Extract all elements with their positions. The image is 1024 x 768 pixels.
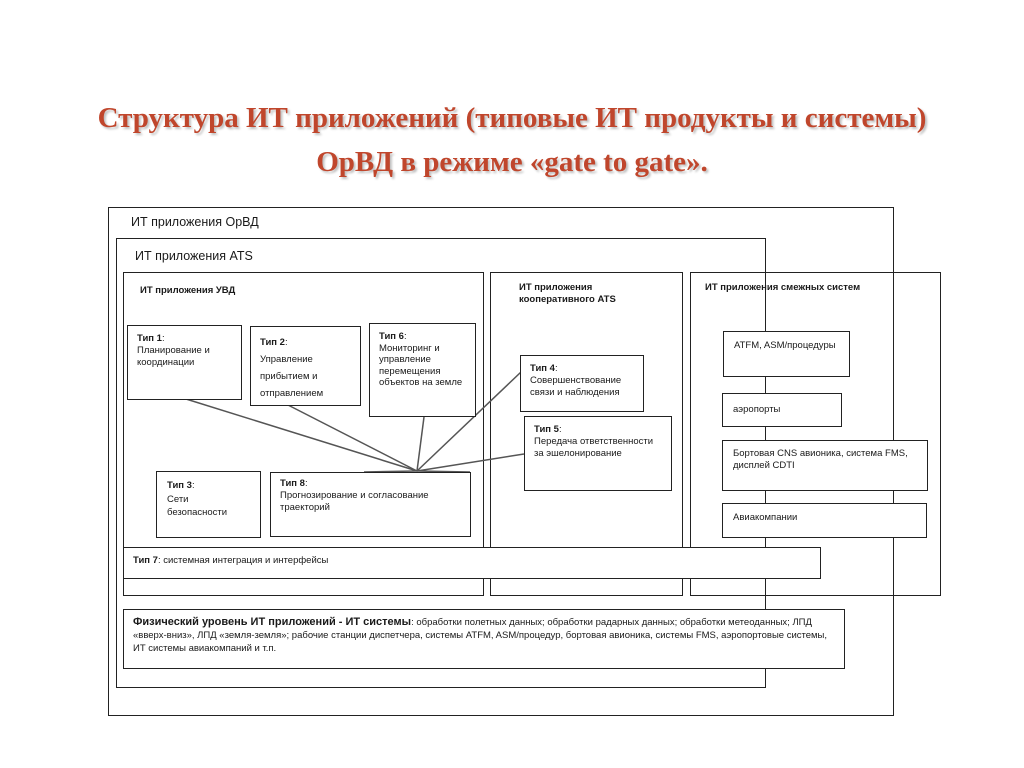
ats-label: ИТ приложения ATS — [135, 249, 253, 263]
line-t6 — [417, 417, 424, 471]
type6-box: Тип 6: Мониторинг и управление перемещения объектов на земле — [369, 323, 476, 417]
type5-text: Передача ответственности за эшелонирование — [534, 436, 654, 459]
type6-text: Мониторинг и управление перемещения объектов на земле — [379, 342, 463, 388]
type8-box: Тип 8: Прогнозирование и согласование траекторий — [270, 472, 471, 537]
physical-head: Физический уровень ИТ приложений - ИТ системы — [133, 616, 412, 628]
adjacent-item-atfm — [723, 331, 850, 377]
type7-head: Тип 7 — [133, 555, 158, 566]
physical-level-box — [123, 609, 845, 669]
type8-head: Тип 8 — [280, 478, 305, 489]
type8-text: Прогнозирование и согласование траекторий — [280, 490, 429, 513]
type6-head: Тип 6 — [379, 331, 404, 342]
physical-text: : обработки полетных данных; обработки радарных данных; обработки метеоданных; ЛПД «вверх-вниз», ЛПД «земля-земля»; рабочие станции диспетчера, системы ATFM, ASM/процедур, бортовая авионика, системы FMS, аэропортовые системы, ИТ системы авиакомпаний и т.п. — [133, 617, 828, 654]
type1-box: Тип 1: Планирование и координации — [127, 325, 242, 400]
type7-text: системная интеграция и интерфейсы — [163, 555, 329, 566]
adjacent-item-airports — [722, 393, 842, 427]
adjacent-item-atfm-text: ATFM, ASM/процедуры — [734, 340, 836, 351]
adjacent-item-airports-text: аэропорты — [733, 404, 781, 415]
adjacent-item-cns-text: Бортовая CNS авионика, система FMS, дисплей CDTI — [733, 448, 908, 471]
type3-head: Тип 3 — [167, 480, 192, 491]
type7-box: Тип 7: системная интеграция и интерфейсы — [123, 547, 821, 579]
type1-text: Планирование и координации — [137, 345, 210, 368]
adjacent-item-cns — [722, 440, 928, 491]
uvd-label: ИТ приложения УВД — [140, 285, 236, 296]
type2-box: Тип 2: Управление прибытием и отправлением — [250, 326, 361, 406]
type4-box: Тип 4: Совершенствование связи и наблюдения — [520, 355, 644, 412]
type2-head: Тип 2 — [260, 337, 285, 348]
slide-title: Структура ИТ приложений (типовые ИТ продукты и системы) ОрВД в режиме «gate to gate». — [97, 102, 927, 178]
adjacent-label: ИТ приложения смежных систем — [705, 282, 861, 293]
type4-head: Тип 4 — [530, 363, 555, 374]
type4-text: Совершенствование связи и наблюдения — [530, 375, 622, 398]
type1-head: Тип 1 — [137, 333, 162, 344]
adjacent-item-airlines-text: Авиакомпании — [733, 512, 798, 523]
type3-box: Тип 3: Сети безопасности — [156, 471, 261, 538]
coop-label: ИТ приложения кооперативного ATS — [519, 282, 616, 305]
adjacent-item-airlines — [722, 503, 927, 538]
type2-text: Управление прибытием и отправлением — [260, 354, 324, 399]
type3-text: Сети безопасности — [167, 493, 228, 518]
type5-box: Тип 5: Передача ответственности за эшелонирование — [524, 416, 672, 491]
orvd-label: ИТ приложения ОрВД — [131, 215, 259, 229]
type5-head: Тип 5 — [534, 424, 559, 435]
